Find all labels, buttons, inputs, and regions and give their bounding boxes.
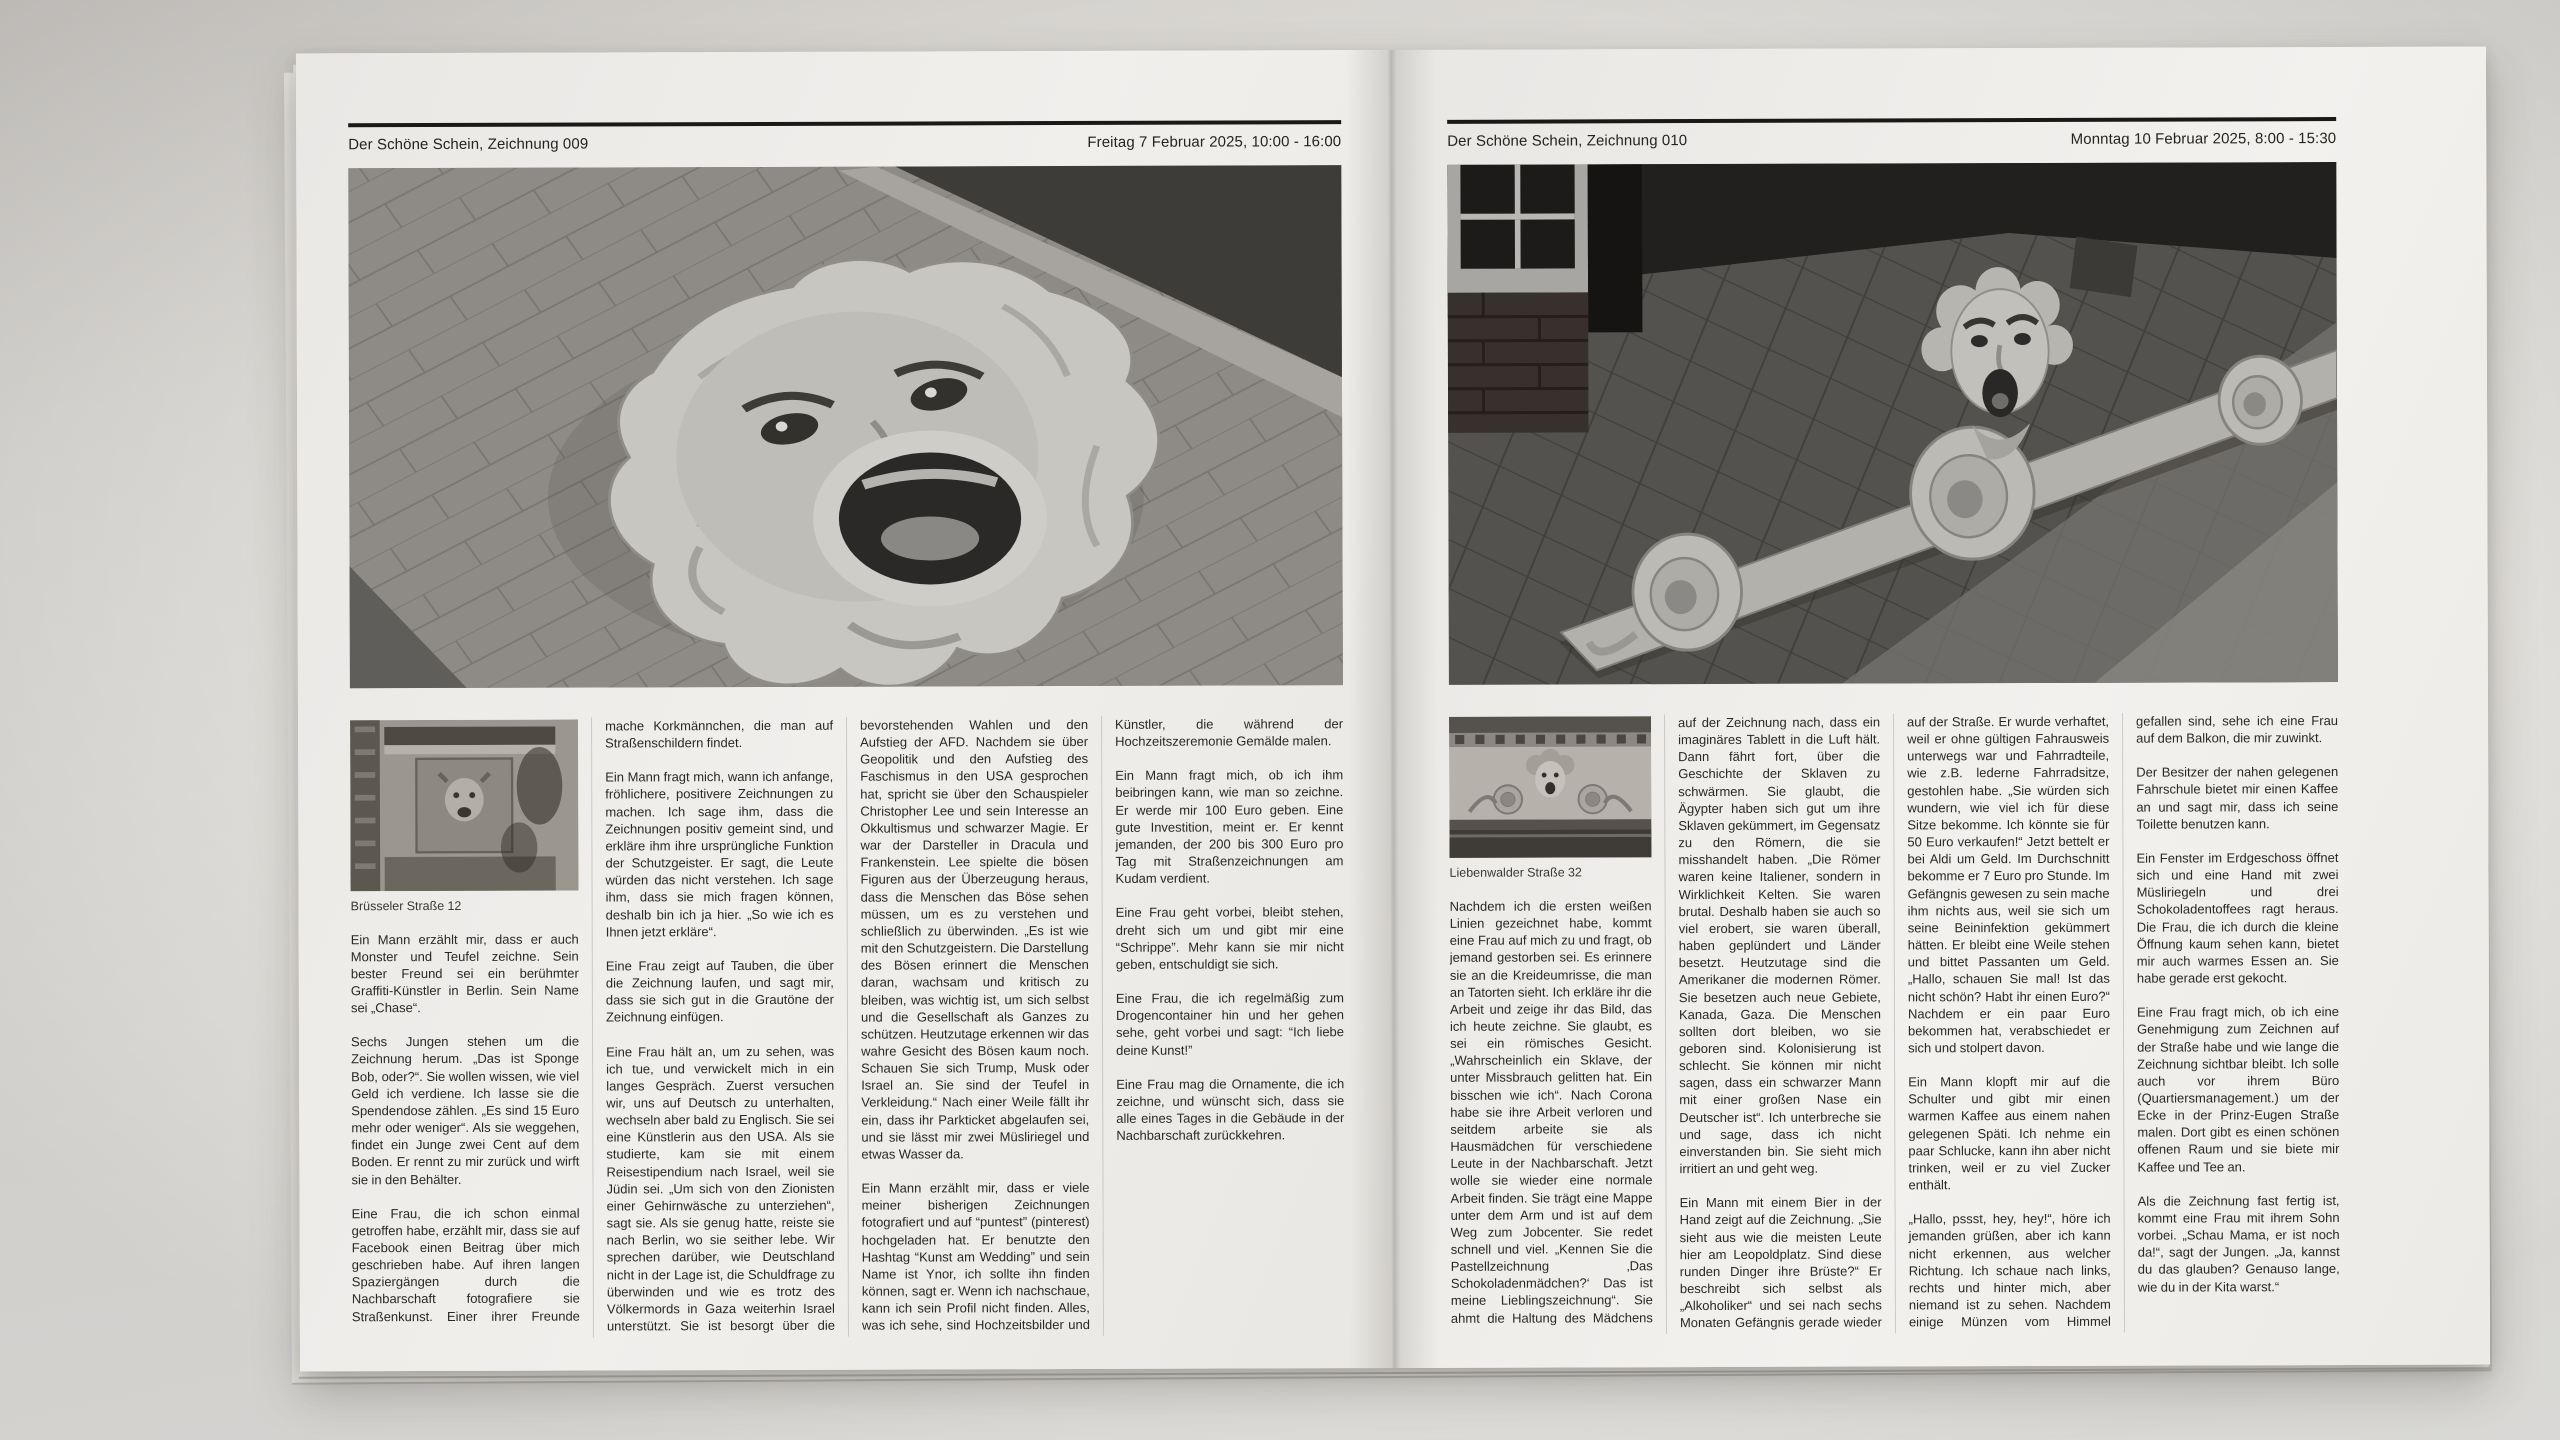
body-paragraph: Ein Mann fragt mich, ob ich ihm beibringen kann, wie man so zeichne. Er werde mir 100 Euro geben. Eine gute Investition, meint er. Er kennt jemanden, der 200 bis 300 Euro pro Tag mit Straßenzeichnungen am Kudam verdient. [1115, 767, 1344, 887]
page-left [296, 50, 1395, 1371]
right-page-title: Der Schöne Schein, Zeichnung 010 [1447, 132, 1688, 150]
body-paragraph: Ein Mann erzählt mir, dass er auch Monster und Teufel zeichne. Sein bester Freund sei ein berühmter Graffiti-Künstler in Berlin. Sein Name sei „Chase“. [350, 931, 579, 1016]
utility-cover [2070, 237, 2138, 298]
left-page-title: Der Schöne Schein, Zeichnung 009 [348, 135, 589, 154]
body-paragraph: Als die Zeichnung fast fertig ist, kommt eine Frau mit ihrem Sohn vorbei. „Schau Mama, er ist noch da!“, sagt der Jungen. „Ja, kannst du das glauben? Genauso lange, wie du in der Kita warst.“ [2137, 1192, 2340, 1295]
left-inset-caption: Brüsseler Straße 12 [350, 898, 462, 914]
body-paragraph: Ein Mann mit einem Bier in der Hand zeigt auf die Zeichnung. „Sie sieht aus wie die meisten Leute hier am Leopoldplatz. Sind diese runden Dinger ihre Brüste?“ Er beschreibt sich selbst als „Alkoholiker“ und sei nach sechs Monaten Gefängnis gerade wieder auf der Straße. Er wurde verhaftet, weil er ohne gültigen Fahrausweis unterwegs war und Fahrradteile, wie z.B. lederne Fahrradsitze, gestohlen habe. „Sie würden sich wundern, wie viel ich für diese Sitze bekomme. Ich könnte sie für 50 Euro verkaufen!“ Jetzt bettelt er bei Aldi um Geld. Im Durchschnitt bekomme er 7 Euro pro Stunde. Im Gefängnis gewesen zu sein mache ihm nichts aus, weil sie sich um seine Beininfektion gekümmert hätten. Er bleibt eine Weile stehen und bittet Passanten um Geld. „Hallo, schauen Sie mal! Ist das nicht schön? Habt ihr einen Euro?“ Nachdem er ein paar Euro bekommen hat, verabschiedet er sich und stolpert davon. [1679, 713, 2111, 1331]
left-page-columns [350, 715, 1345, 1338]
body-paragraph: Ein Fenster im Erdgeschoss öffnet sich und eine Hand mit zwei Müsliriegeln und drei Schokoladentoffees ragt heraus. Die Frau, die ich durch die kleine Öffnung kaum sehen kann, bietet mir auch warmes Essen an. Sie habe gerade erst gekocht. [2136, 849, 2339, 986]
body-paragraph: Ein Mann erzählt mir, dass er viele meiner bisherigen Zeichnungen fotografiert und auf “puntest” (pinterest) hochgeladen hat. Er benutzte den Hashtag “Kunst am Wedding” und sein Name ist Ynor, ich sollte ihn finden können, sagt er. Wenn ich nachschaue, kann ich sein Profil nicht finden. Alles, was ich sehe, sind Hochzeitsbilder und Künstler, die während der Hochzeitszeremonie Gemälde malen. [861, 716, 1344, 1333]
right-inset-photo-pediment-mask [1449, 716, 1652, 882]
volute-right [2219, 356, 2302, 444]
body-paragraph: Eine Frau hält an, um zu sehen, was ich tue, und verwickelt mich in ein langes Gespräch. Zuerst versuchen wir, uns auf Deutsch zu unterhalten, wechseln aber bald zu Englisch. Sie sei eine Künstlerin aus den USA. Als sie studierte, kam sie mit einem Reisestipendium nach Israel, weil sie Jüdin sei. „Um sich von den Zionisten einer Gehirnwäsche zu unterziehen“, sagt sie. Als sie genug hatte, reiste sie nach Berlin, wo sie seither lebe. Wir sprechen darüber, wie Deutschland nicht in der Lage ist, die Schuldfrage zu überwinden und wie es trotz des Völkermords in Gaza weiterhin Israel unterstützt. Sie ist besorgt über die bevorstehenden Wahlen und den Aufstieg der AFD. Nachdem sie über Geopolitik und den Aufstieg des Faschismus in den USA gesprochen hat, spricht sie über den Schauspieler Christopher Lee und sein Interesse an Okkultismus und schwarzer Magie. Er war der Darsteller in Dracula und Frankenstein. Lee spielte die bösen Figuren aus der Überzeugung heraus, dass die Menschen das Böse sehen müssen, um es zu verstehen und schließlich zu überwinden. „Es ist wie mit den Schutzgeistern. Die Darstellung des Bösen erinnert die Menschen daran, wachsam und kritisch zu bleiben, was wichtig ist, um sich selbst und die Gesellschaft als Ganzes zu schützen. Heutzutage erkennen wir das wahre Gesicht des Bösen kaum noch. Schauen Sie sich Trump, Musk oder Israel an. Sie sind der Teufel in Verkleidung.“ Nach einer Weile fällt ihr ein, dass ihr Parkticket abgelaufen sei, und sie lässt mir zwei Müsliriegel und etwas Wasser da. [606, 716, 1090, 1334]
body-paragraph: Ein Mann klopft mir auf die Schulter und gibt mir einen warmen Kaffee aus einem nahen gelegenen Späti. Ich nehme ein paar Schlucke, kann ihn aber nicht trinken, weil er zu viel Zucker enthält. [1908, 1073, 2111, 1193]
body-paragraph: „Hallo, pssst, hey, hey!“, höre ich jemanden grüßen, aber ich kann nicht erkennen, aus welcher Richtung. Ich schaue nach links, rechts und hinter mich, aber niemand ist zu sehen. Nachdem einige Münzen vom Himmel gefallen sind, sehe ich eine Frau auf dem Balkon, die mir zuwinkt. [1908, 713, 2339, 1330]
page-right [1391, 47, 2490, 1368]
body-paragraph: Eine Frau, die ich schon einmal getroffen habe, erzählt mir, dass sie auf Facebook einen Beitrag über mich geschrieben habe. Auf ihren langen Spaziergängen durch die Nachbarschaft fotografiere sie Straßenkunst. Einer ihrer Freunde mache Korkmännchen, die man auf Straßenschildern findet. [351, 717, 834, 1324]
left-page-date: Freitag 7 Februar 2025, 10:00 - 16:00 [1087, 133, 1342, 151]
pillar [1588, 164, 1643, 332]
right-page-header [1447, 117, 2336, 150]
right-page-date: Monntag 10 Februar 2025, 8:00 - 15:30 [2070, 130, 2337, 148]
body-paragraph: Sechs Jungen stehen um die Zeichnung herum. „Das ist Sponge Bob, oder?“. Sie wollen wissen, wie viel Geld ich verdiene. Ich lasse sie die Spendendose zählen. „Es sind 15 Euro mehr oder weniger“. Als sie weggehen, findet ein Junge zwei Cent auf dem Boden. Er rennt zu mir zurück und wirft sie in den Behälter. [351, 1033, 580, 1187]
right-inset-caption: Liebenwalder Straße 32 [1449, 865, 1582, 881]
body-paragraph: Ein Mann fragt mich, wann ich anfange, fröhlichere, positivere Zeichnungen zu machen. Ich sage ihm, dass die Zeichnungen positiv gemeint sind, und erkläre ihm ihre ursprüngliche Funktion der Schutzgeister. Er sagt, die Leute würden das nicht verstehen. Ich sage ihm, dass sie mich fragen können, deshalb bin ich ja hier. „So wie ich es Ihnen jetzt erkläre“. [605, 769, 834, 940]
left-inset-photo-facade-keystone [350, 720, 579, 915]
left-page-photo-chalk-grotesque-face [348, 165, 1343, 688]
body-paragraph: Eine Frau, die ich regelmäßig zum Drogencontainer hin und her gehen sehe, geht vorbei und sagt: “Ich liebe deine Kunst!” [1115, 990, 1345, 1058]
left-page-header [348, 120, 1341, 153]
body-paragraph: Eine Frau geht vorbei, bleibt stehen, dreht sich um und gibt mir eine “Schrippe”. Mehr kann sie mir nicht geben, entschuldigt sie sich. [1115, 904, 1344, 972]
mouth [813, 430, 1047, 607]
body-paragraph: Eine Frau fragt mich, ob ich eine Genehmigung zum Zeichnen auf der Straße habe und wie lange die Zeichnung sichtbar bleibt. Ich solle auch vor ihrem Büro (Quartiersmanagement.) um der Ecke in der Prinz-Eugen Straße malen. Dort gibt es einen schönen offenen Raum und sie biete mir Kaffee und Tee an. [2136, 1004, 2340, 1175]
body-paragraph: Der Besitzer der nahen gelegenen Fahrschule bietet mir einen Kaffee an und sagt mir, dass ich seine Toilette benutzen kann. [2136, 764, 2339, 832]
right-page-columns [1449, 712, 2340, 1335]
body-paragraph: Nachdem ich die ersten weißen Linien gezeichnet habe, kommt eine Frau auf mich zu und fragt, ob jemand gestorben sei. Es erinnere sie an die Kreideumrisse, die man an Tatorten sieht. Ich erkläre ihr die Arbeit und zeige ihr das Bild, das ich heute zeichne. Sie glaubt, es sei ein römisches Gesicht. „Wahrscheinlich ein Sklave, der unter Missbrauch gelitten hat. Ein bisschen wie ich“. Nach Corona habe sie ihre Arbeit verloren und seitdem arbeite sie als Hausmädchen für verschiedene Leute in der Nachbarschaft. Jetzt wolle sie wieder eine normale Arbeit finden. Sie trägt eine Mappe unter dem Arm und ist auf dem Weg zum Jobcenter. Sie redet schnell und viel. „Kennen Sie die Pastellzeichnung ‚Das Schokoladenmädchen?‘ Das ist meine Lieblingszeichnung“. Sie ahmt die Haltung des Mädchens auf der Zeichnung nach, dass ein imaginäres Tablett in die Luft hält. Dann fährt fort, über die Geschichte der Sklaven zu schwärmen. Sie glaubt, die Ägypter haben sich gut um ihre Sklaven gekümmert, im Gegensatz zu den Römern, die sie misshandelt haben. „Die Römer waren keine Italiener, sondern in Wirklichkeit Kelten. Sie waren brutal. Deshalb haben sie auch so viel erobert, sie waren überall, haben geplündert und Länder besetzt. Heutzutage sind die Amerikaner die modernen Römer. Sie besetzen auch neue Gebiete, Kanada, Gaza. Die Menschen sollten dort bleiben, wo sie geboren sind. Kolonisierung ist schlecht. Sie können mir nicht sagen, dass ein schwarzer Mann mit einer großen Nase ein Deutscher ist“. Ich unterbreche sie und sage, dass ich nicht einverstanden bin. Sie sieht mich irritiert an und geht weg. [1449, 714, 1882, 1326]
body-paragraph: Eine Frau zeigt auf Tauben, die über die Zeichnung laufen, und sagt mir, dass sie sich gut in die Grautöne der Zeichnung einfügen. [605, 957, 834, 1025]
body-paragraph: Eine Frau mag die Ornamente, die ich zeichne, und wünscht sich, dass sie alle eines Tages in die Gebäude in der Nachbarschaft zurückkehren. [1116, 1075, 1345, 1143]
brick-base [1448, 292, 1589, 432]
newspaper-spread [296, 47, 2490, 1372]
right-page-photo-chalk-mask-volutes [1447, 162, 2338, 685]
